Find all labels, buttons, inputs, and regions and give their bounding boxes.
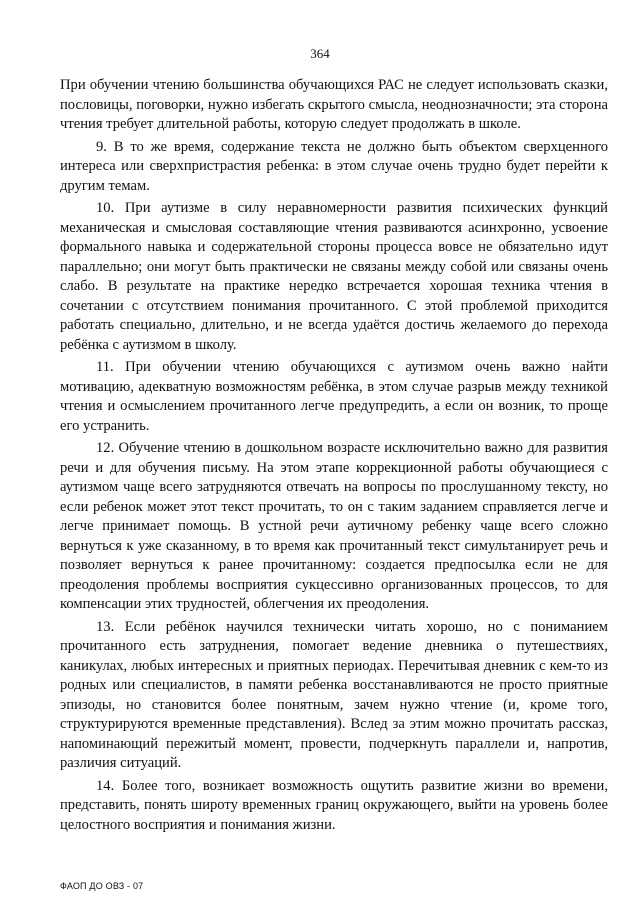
paragraph-10: 10. При аутизме в силу неравномерности развития психических функций механическая и смысловая составляющие чтения развиваются асинхронно, усвоение формального навыка и содержательной стороны процесса вовсе не обязательно идут параллельно; они могут быть практически не связаны между собой или связаны очень слабо. В результате на практике нередко встречается хорошая техника чтения в сочетании с отсутствием понимания прочитанного. С этой проблемой приходится работать специально, длительно, и не всегда удаётся достичь желаемого до перехода ребёнка с аутизмом в школу. [60, 200, 608, 353]
paragraph-9: 9. В то же время, содержание текста не должно быть объектом сверхценного интереса или сверхпристрастия ребенка: в этом случае очень трудно будет перейти к другим темам. [60, 138, 608, 194]
body-text [60, 76, 608, 838]
footer-document-code: ФАОП ДО ОВЗ - 07 [60, 881, 144, 891]
page-number: 364 [310, 46, 330, 61]
paragraph-14: 14. Более того, возникает возможность ощутить развитие жизни во времени, представить, понять широту временных границ окружающего, выйти на уровень более целостного восприятия и понимания жизни. [60, 777, 608, 833]
paragraph-continuation: При обучении чтению большинства обучающихся РАС не следует использовать сказки, пословицы, поговорки, нужно избегать скрытого смысла, неоднозначности; эта сторона чтения требует длительной работы, которую следует продолжать в школе. [60, 77, 608, 132]
paragraph-11: 11. При обучении чтению обучающихся с аутизмом очень важно найти мотивацию, адекватную возможностям ребёнка, в этом случае разрыв между техникой чтения и осмыслением прочитанного легче предупредить, а если он возник, то проще его устранить. [60, 359, 608, 434]
paragraph-12: 12. Обучение чтению в дошкольном возрасте исключительно важно для развития речи и для обучения письму. На этом этапе коррекционной работы обучающиеся с аутизмом чаще всего затрудняются отвечать на вопросы по прослушанному тексту, но если ребенок может этот текст прочитать, то он с таким заданием справляется легче и легче принимает помощь. В устной речи аутичному ребенку чаще всего сложно вернуться к уже сказанному, в то время как прочитанный текст симультанирует речь и позволяет вернуться к ранее прочитанному: создается предпосылка если не для преодоления проблемы восприятия сукцессивно организованных процессов, то для компенсации этих трудностей, облегчения их преодоления. [60, 440, 608, 612]
paragraph-13: 13. Если ребёнок научился технически читать хорошо, но с пониманием прочитанного есть затруднения, помогает ведение дневника о путешествиях, каникулах, любых интересных и приятных периодах. Перечитывая дневник с кем-то из родных или специалистов, в памяти ребенка восстанавливаются не просто приятные эпизоды, но становится более понятным, зачем нужно чтение (и, кроме того, структурируются временные представления). Вслед за этим можно прочитать рассказ, напоминающий пережитый момент, провести, подчеркнуть параллели и, напротив, различия ситуаций. [60, 618, 608, 771]
